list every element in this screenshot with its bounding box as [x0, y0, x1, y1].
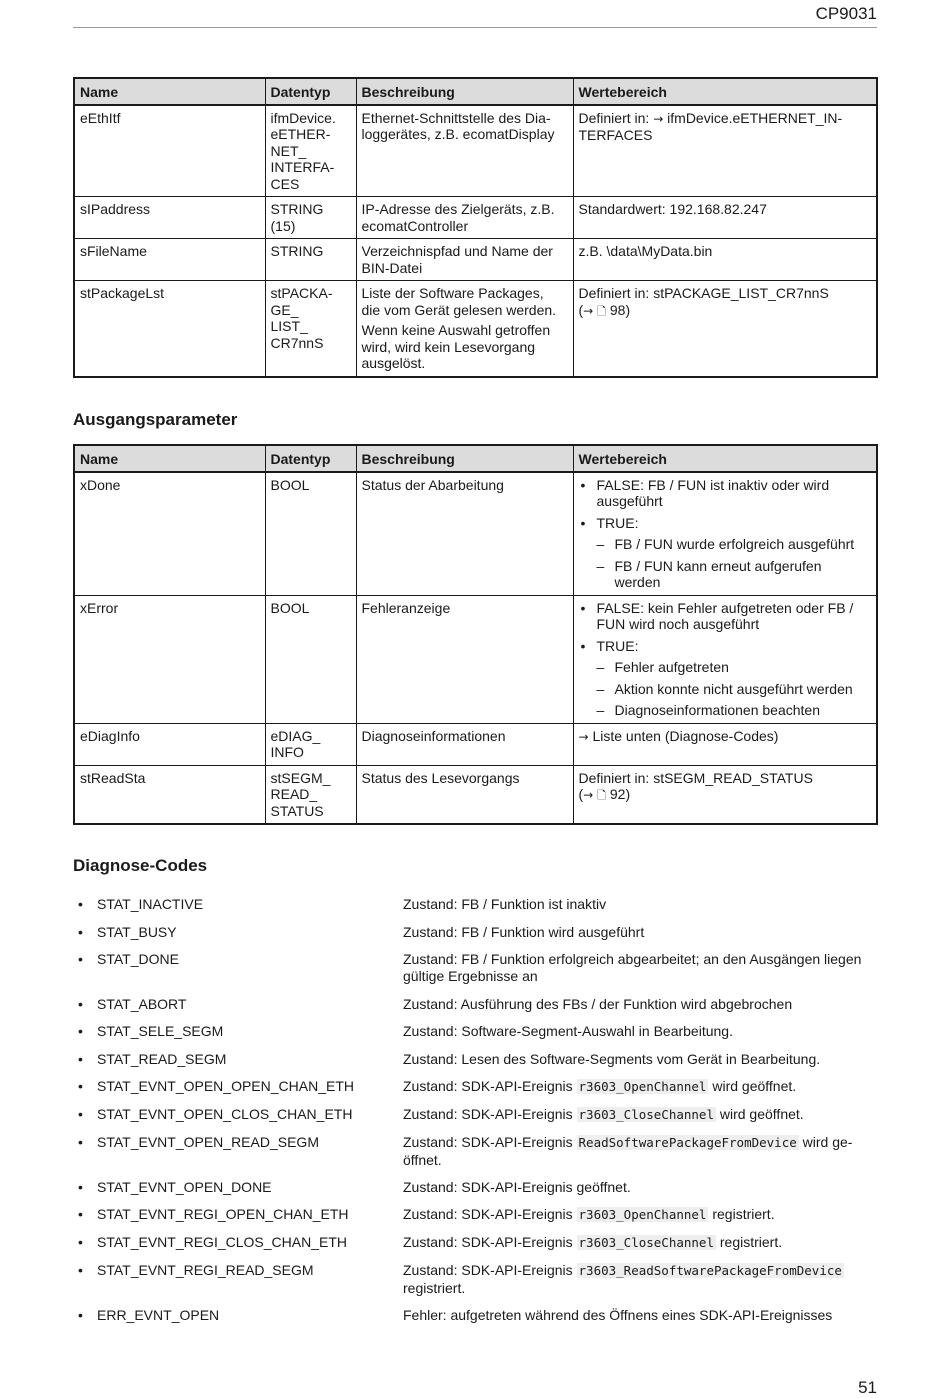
table-row	[74, 105, 877, 197]
param-value-range	[573, 105, 877, 197]
param-datatype: STRING (15)	[265, 197, 356, 239]
column-header-name: Name	[74, 445, 265, 472]
param-value-range: Standardwert: 192.168.82.247	[573, 197, 877, 239]
diag-code: STAT_EVNT_OPEN_OPEN_CHAN_ETH	[97, 1078, 354, 1094]
column-header-description: Beschreibung	[356, 78, 573, 105]
api-function-name: r3603_CloseChannel	[578, 1235, 714, 1250]
param-value-range: Definiert in: stSEGM_READ_STATUS (→ 🗋 92)	[573, 765, 877, 824]
list-item: – FB / FUN wurde erfolgreich ausgeführt	[597, 536, 872, 553]
diag-description: Zustand: FB / Funktion ist inaktiv	[403, 896, 607, 912]
bullet-icon: •	[78, 1106, 83, 1122]
table-row	[74, 281, 877, 377]
param-datatype: stPACKA- GE_ LIST_ CR7nnS	[265, 281, 356, 377]
diag-code: STAT_SELE_SEGM	[97, 1023, 224, 1039]
bullet-icon: •	[78, 1134, 83, 1150]
range-prefix: Definiert in:	[578, 109, 654, 126]
section-title-diagnose-codes: Diagnose-Codes	[73, 856, 208, 875]
param-description: Status des Lesevorgangs	[356, 765, 573, 824]
bullet-icon: •	[78, 924, 83, 940]
bullet-icon: •	[78, 1262, 83, 1278]
page-number: 51	[858, 1378, 877, 1397]
output-parameter-table	[73, 444, 878, 825]
page-icon: 🗋	[597, 789, 606, 802]
list-item: – Aktion konnte nicht ausgeführt werden	[597, 681, 872, 698]
diag-description: Zustand: SDK-API-Ereignis r3603_OpenChannel wird geöffnet.	[403, 1078, 797, 1094]
param-name: stPackageLst	[74, 281, 265, 377]
cross-reference-link[interactable]: → Liste unten (Diagnose-Codes)	[578, 727, 779, 744]
sub-list	[597, 659, 872, 719]
param-value-range: z.B. \data\MyData.bin	[573, 239, 877, 281]
list-item: • FALSE: kein Fehler aufgetreten oder FB / FUN wird noch ausgeführt	[579, 600, 872, 633]
param-datatype: BOOL	[265, 595, 356, 723]
diag-code: STAT_BUSY	[97, 924, 177, 940]
arrow-right-icon: →	[578, 729, 589, 744]
bullet-icon: •	[78, 1051, 83, 1067]
param-datatype: STRING	[265, 239, 356, 281]
bullet-icon: •	[78, 1234, 83, 1250]
param-name: eEthItf	[74, 105, 265, 197]
api-function-name: r3603_ReadSoftwarePackageFromDevice	[578, 1263, 842, 1278]
list-item: – Fehler aufgetreten	[597, 659, 872, 676]
column-header-value-range: Wertebereich	[573, 78, 877, 105]
diag-code: STAT_EVNT_REGI_OPEN_CHAN_ETH	[97, 1206, 349, 1222]
list-item: • TRUE: – FB / FUN wurde erfolgreich ausgeführt – FB / FUN kann erneut aufgerufen werden	[579, 515, 872, 591]
diag-code: STAT_EVNT_OPEN_DONE	[97, 1179, 272, 1195]
arrow-right-icon: →	[653, 111, 664, 126]
diag-description: Zustand: SDK-API-Ereignis r3603_OpenChannel registriert.	[403, 1206, 775, 1222]
bullet-icon: •	[78, 1078, 83, 1094]
api-function-name: r3603_OpenChannel	[578, 1207, 707, 1222]
diag-description: Zustand: SDK-API-Ereignis r3603_CloseChannel wird geöffnet.	[403, 1106, 804, 1122]
page-reference[interactable]: (→ 🗋 92)	[578, 786, 631, 802]
param-name: xDone	[74, 472, 265, 596]
range-text: ifmDevice.eETHERNET_IN- TERFACES	[578, 109, 843, 143]
diag-description: Zustand: FB / Funktion wird ausgeführt	[403, 924, 645, 940]
param-name: eDiagInfo	[74, 723, 265, 765]
table-row	[74, 197, 877, 239]
diag-description: Zustand: Lesen des Software-Segments vom Gerät in Bearbeitung.	[403, 1051, 821, 1067]
arrow-right-icon: →	[583, 303, 594, 318]
table-row	[74, 472, 877, 596]
page-reference[interactable]: (→ 🗋 98)	[578, 301, 631, 318]
value-list	[579, 600, 872, 719]
param-datatype: ifmDevice. eETHER- NET_ INTERFA- CES	[265, 105, 356, 197]
diag-code: STAT_ABORT	[97, 996, 187, 1012]
diag-code: STAT_EVNT_OPEN_CLOS_CHAN_ETH	[97, 1106, 353, 1122]
column-header-datatype: Datentyp	[265, 445, 356, 472]
table-header-row	[74, 78, 877, 105]
list-item: – Diagnoseinformationen beachten	[597, 702, 872, 719]
bullet-icon: •	[78, 996, 83, 1012]
diag-code: STAT_DONE	[97, 951, 179, 967]
param-description: Liste der Software Packages, die vom Gerät gelesen werden. Wenn keine Auswahl getroffen wird, wird kein Lesevorgang ausgelöst.	[356, 281, 573, 377]
bullet-icon: •	[78, 1206, 83, 1222]
table-header-row	[74, 445, 877, 472]
value-list	[579, 477, 872, 591]
diag-description: Zustand: SDK-API-Ereignis ReadSoftwarePackageFromDevice wird ge- öffnet.	[403, 1134, 853, 1168]
diag-description: Zustand: SDK-API-Ereignis geöffnet.	[403, 1179, 631, 1195]
column-header-datatype: Datentyp	[265, 78, 356, 105]
bullet-icon: •	[78, 1023, 83, 1039]
param-datatype: BOOL	[265, 472, 356, 596]
param-description: Verzeichnispfad und Name der BIN-Datei	[356, 239, 573, 281]
param-name: sFileName	[74, 239, 265, 281]
param-name: stReadSta	[74, 765, 265, 824]
diag-description: Zustand: SDK-API-Ereignis r3603_CloseChannel registriert.	[403, 1234, 783, 1250]
diag-description: Fehler: aufgetreten während des Öffnens eines SDK-API-Ereignisses	[403, 1307, 833, 1323]
column-header-description: Beschreibung	[356, 445, 573, 472]
bullet-icon: •	[78, 1179, 83, 1195]
param-value-range: Definiert in: stPACKAGE_LIST_CR7nnS (→ 🗋 98)	[573, 281, 877, 377]
section-title-output-params: Ausgangsparameter	[73, 410, 238, 429]
diag-description: Zustand: Ausführung des FBs / der Funktion wird abgebrochen	[403, 996, 793, 1012]
column-header-value-range: Wertebereich	[573, 445, 877, 472]
api-function-name: ReadSoftwarePackageFromDevice	[578, 1135, 797, 1150]
param-name: xError	[74, 595, 265, 723]
sub-list	[597, 536, 872, 591]
diag-code: STAT_EVNT_REGI_CLOS_CHAN_ETH	[97, 1234, 347, 1250]
diag-code: STAT_EVNT_REGI_READ_SEGM	[97, 1262, 314, 1278]
diag-description: Zustand: SDK-API-Ereignis r3603_ReadSoftwarePackageFromDevice registriert.	[403, 1262, 842, 1296]
param-description: Status der Abarbeitung	[356, 472, 573, 596]
param-value-range	[573, 723, 877, 765]
table-row	[74, 595, 877, 723]
diag-description: Zustand: Software-Segment-Auswahl in Bearbeitung.	[403, 1023, 733, 1039]
diag-code: STAT_READ_SEGM	[97, 1051, 227, 1067]
param-description: Diagnoseinformationen	[356, 723, 573, 765]
api-function-name: r3603_OpenChannel	[578, 1079, 707, 1094]
param-description: Fehleranzeige	[356, 595, 573, 723]
product-code: CP9031	[815, 4, 877, 23]
diag-code: STAT_EVNT_OPEN_READ_SEGM	[97, 1134, 319, 1150]
param-description: Ethernet-Schnittstelle des Dia- loggerätes, z.B. ecomatDisplay	[356, 105, 573, 197]
table-row	[74, 765, 877, 824]
api-function-name: r3603_CloseChannel	[578, 1107, 714, 1122]
diag-code: ERR_EVNT_OPEN	[97, 1307, 220, 1323]
param-description: IP-Adresse des Zielgeräts, z.B. ecomatController	[356, 197, 573, 239]
list-item: • TRUE: – Fehler aufgetreten – Aktion konnte nicht ausgeführt werden – Diagnoseinformationen beachten	[579, 638, 872, 719]
table-row	[74, 239, 877, 281]
param-name: sIPaddress	[74, 197, 265, 239]
arrow-right-icon: →	[583, 788, 594, 802]
bullet-icon: •	[78, 1307, 83, 1323]
param-value-range	[573, 472, 877, 596]
param-value-range	[573, 595, 877, 723]
header-divider	[73, 27, 877, 28]
diag-code: STAT_INACTIVE	[97, 896, 204, 912]
page-icon: 🗋	[597, 304, 606, 318]
bullet-icon: •	[78, 896, 83, 912]
param-datatype: eDIAG_ INFO	[265, 723, 356, 765]
list-item: • FALSE: FB / FUN ist inaktiv oder wird ausgeführt	[579, 477, 872, 510]
table-row	[74, 723, 877, 765]
input-parameter-table	[73, 77, 878, 378]
bullet-icon: •	[78, 951, 83, 967]
list-item: – FB / FUN kann erneut aufgerufen werden	[597, 558, 872, 591]
column-header-name: Name	[74, 78, 265, 105]
param-datatype: stSEGM_ READ_ STATUS	[265, 765, 356, 824]
diag-description: Zustand: FB / Funktion erfolgreich abgearbeitet; an den Ausgängen liegen gültige Ergebnisse an	[403, 951, 862, 984]
